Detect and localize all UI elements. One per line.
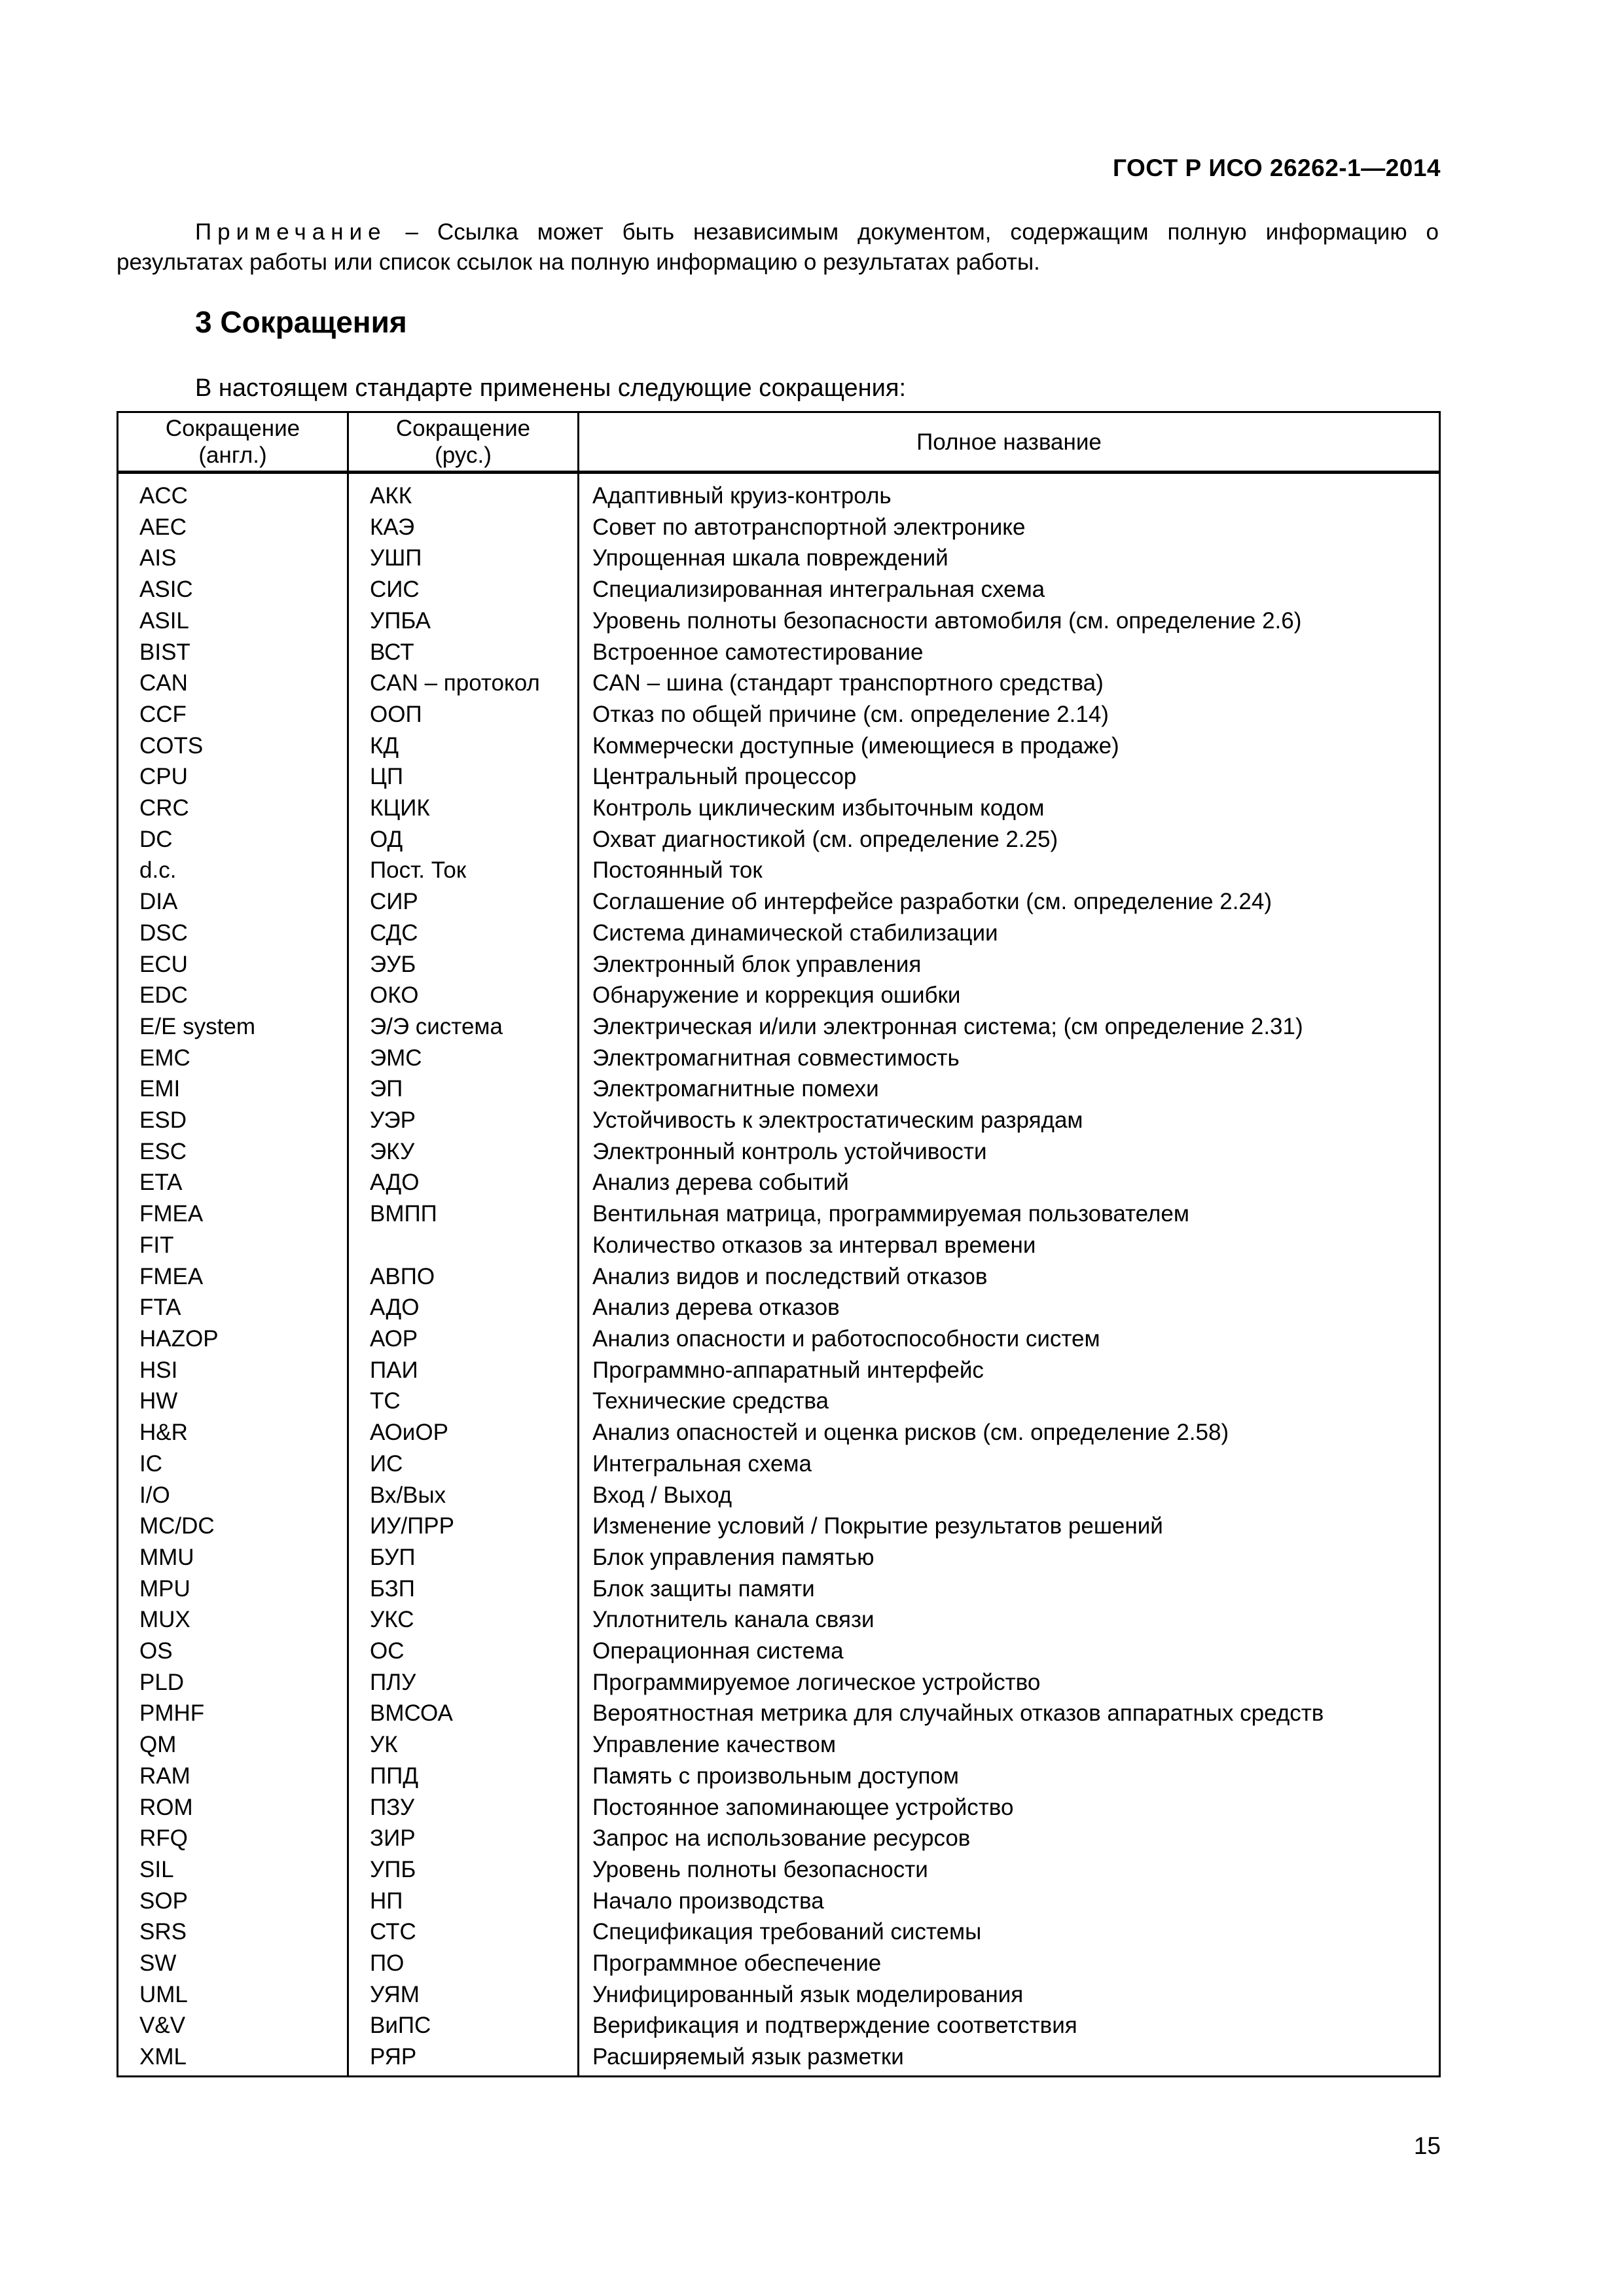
abbr-ru-cell: Э/Э система xyxy=(348,1011,579,1043)
abbr-ru-cell xyxy=(348,1230,579,1261)
abbr-en-cell: ROM xyxy=(118,1792,348,1823)
table-row xyxy=(118,1979,1440,2011)
table-row xyxy=(118,855,1440,886)
table-row xyxy=(118,824,1440,855)
abbr-ru-cell: СДС xyxy=(348,918,579,949)
abbr-ru-cell: СИС xyxy=(348,574,579,605)
full-name-cell: Коммерчески доступные (имеющиеся в продаже) xyxy=(579,730,1440,762)
full-name-cell: Технические средства xyxy=(579,1386,1440,1417)
header-full-name: Полное название xyxy=(579,412,1440,473)
table-row xyxy=(118,1386,1440,1417)
abbr-ru-cell: УК xyxy=(348,1729,579,1761)
table-row xyxy=(118,1792,1440,1823)
abbr-ru-cell: ЭУБ xyxy=(348,949,579,980)
full-name-cell: Электромагнитные помехи xyxy=(579,1073,1440,1105)
full-name-cell: Совет по автотранспортной электронике xyxy=(579,512,1440,543)
abbr-ru-cell: ПЛУ xyxy=(348,1667,579,1698)
full-name-cell: Электронный блок управления xyxy=(579,949,1440,980)
abbr-ru-cell: ВСТ xyxy=(348,637,579,668)
full-name-cell: Вход / Выход xyxy=(579,1480,1440,1511)
abbr-ru-cell: ВМПП xyxy=(348,1198,579,1230)
table-row xyxy=(118,574,1440,605)
table-header-row xyxy=(118,412,1440,473)
document-code-header: ГОСТ Р ИСО 26262-1—2014 xyxy=(1113,154,1441,181)
header-abbr-ru-line1: Сокращение xyxy=(395,416,531,441)
abbr-en-cell: HAZOP xyxy=(118,1323,348,1355)
abbr-ru-cell: ООП xyxy=(348,699,579,730)
note-text: – Ссылка может быть независимым документом, содержащим полную информацию о результатах работы или список ссылок на полную информацию о результатах работы. xyxy=(117,219,1439,275)
table-row xyxy=(118,918,1440,949)
full-name-cell: Изменение условий / Покрытие результатов решений xyxy=(579,1511,1440,1542)
abbr-ru-cell: РЯР xyxy=(348,2041,579,2076)
abbr-ru-cell: ОД xyxy=(348,824,579,855)
full-name-cell: Унифицированный язык моделирования xyxy=(579,1979,1440,2011)
abbr-ru-cell: БУП xyxy=(348,1542,579,1573)
abbr-en-cell: I/O xyxy=(118,1480,348,1511)
full-name-cell: Вероятностная метрика для случайных отказов аппаратных средств xyxy=(579,1698,1440,1729)
table-row xyxy=(118,1417,1440,1448)
abbr-ru-cell: ИУ/ПРР xyxy=(348,1511,579,1542)
abbr-en-cell: CAN xyxy=(118,668,348,699)
header-abbr-ru xyxy=(348,412,579,473)
abbr-ru-cell: БЗП xyxy=(348,1573,579,1605)
abbr-ru-cell: АДО xyxy=(348,1167,579,1198)
abbr-en-cell: MUX xyxy=(118,1604,348,1636)
full-name-cell: Программно-аппаратный интерфейс xyxy=(579,1355,1440,1386)
table-row xyxy=(118,1542,1440,1573)
table-row xyxy=(118,1886,1440,1917)
full-name-cell: Соглашение об интерфейсе разработки (см. определение 2.24) xyxy=(579,886,1440,918)
table-row xyxy=(118,886,1440,918)
abbreviations-table xyxy=(117,411,1441,2077)
table-row xyxy=(118,949,1440,980)
header-abbr-en-line2: (англ.) xyxy=(198,442,267,468)
header-abbr-en-line1: Сокращение xyxy=(165,416,300,441)
table-row xyxy=(118,1105,1440,1136)
full-name-cell: Количество отказов за интервал времени xyxy=(579,1230,1440,1261)
abbr-en-cell: AIS xyxy=(118,543,348,574)
abbr-en-cell: E/E system xyxy=(118,1011,348,1043)
table-row xyxy=(118,543,1440,574)
full-name-cell: Электромагнитная совместимость xyxy=(579,1043,1440,1074)
full-name-cell: Контроль циклическим избыточным кодом xyxy=(579,793,1440,824)
abbr-en-cell: RFQ xyxy=(118,1823,348,1854)
table-row xyxy=(118,1698,1440,1729)
table-row xyxy=(118,1073,1440,1105)
full-name-cell: CAN – шина (стандарт транспортного средства) xyxy=(579,668,1440,699)
abbr-en-cell: ESD xyxy=(118,1105,348,1136)
table-row xyxy=(118,730,1440,762)
full-name-cell: Постоянное запоминающее устройство xyxy=(579,1792,1440,1823)
abbr-ru-cell: УПБА xyxy=(348,605,579,637)
abbr-en-cell: SW xyxy=(118,1948,348,1979)
abbr-ru-cell: ЦП xyxy=(348,761,579,793)
abbr-ru-cell: ЭП xyxy=(348,1073,579,1105)
abbr-en-cell: MC/DC xyxy=(118,1511,348,1542)
abbr-en-cell: FIT xyxy=(118,1230,348,1261)
table-row xyxy=(118,668,1440,699)
full-name-cell: Уровень полноты безопасности xyxy=(579,1854,1440,1886)
abbr-ru-cell: НП xyxy=(348,1886,579,1917)
full-name-cell: Анализ опасности и работоспособности систем xyxy=(579,1323,1440,1355)
abbr-en-cell: COTS xyxy=(118,730,348,762)
table-row xyxy=(118,1292,1440,1323)
abbr-en-cell: SIL xyxy=(118,1854,348,1886)
table-row xyxy=(118,1823,1440,1854)
abbr-en-cell: UML xyxy=(118,1979,348,2011)
table-row xyxy=(118,1916,1440,1948)
abbr-en-cell: EMC xyxy=(118,1043,348,1074)
abbr-ru-cell: СТС xyxy=(348,1916,579,1948)
abbr-ru-cell: ВМСОА xyxy=(348,1698,579,1729)
full-name-cell: Упрощенная шкала повреждений xyxy=(579,543,1440,574)
table-row xyxy=(118,1167,1440,1198)
full-name-cell: Анализ дерева отказов xyxy=(579,1292,1440,1323)
table-row xyxy=(118,793,1440,824)
abbr-ru-cell: УПБ xyxy=(348,1854,579,1886)
table-row xyxy=(118,980,1440,1011)
full-name-cell: Операционная система xyxy=(579,1636,1440,1667)
table-body xyxy=(118,473,1440,2077)
abbr-en-cell: PMHF xyxy=(118,1698,348,1729)
abbr-ru-cell: АОР xyxy=(348,1323,579,1355)
table-row xyxy=(118,605,1440,637)
abbr-en-cell: MMU xyxy=(118,1542,348,1573)
abbr-en-cell: RAM xyxy=(118,1761,348,1792)
abbr-ru-cell: ОС xyxy=(348,1636,579,1667)
full-name-cell: Анализ опасностей и оценка рисков (см. определение 2.58) xyxy=(579,1417,1440,1448)
abbr-en-cell: CRC xyxy=(118,793,348,824)
abbr-ru-cell: ППД xyxy=(348,1761,579,1792)
abbr-ru-cell: Пост. Ток xyxy=(348,855,579,886)
note-label: Примечание xyxy=(195,219,387,245)
table-row xyxy=(118,1355,1440,1386)
table-row xyxy=(118,1667,1440,1698)
abbr-en-cell: DSC xyxy=(118,918,348,949)
table-row xyxy=(118,637,1440,668)
note-paragraph xyxy=(117,217,1439,278)
abbr-ru-cell: ЗИР xyxy=(348,1823,579,1854)
abbr-ru-cell: УЯМ xyxy=(348,1979,579,2011)
abbr-ru-cell: СИР xyxy=(348,886,579,918)
full-name-cell: Начало производства xyxy=(579,1886,1440,1917)
table-row xyxy=(118,2010,1440,2041)
table-row xyxy=(118,1198,1440,1230)
abbr-en-cell: HSI xyxy=(118,1355,348,1386)
full-name-cell: Постоянный ток xyxy=(579,855,1440,886)
abbr-ru-cell: КАЭ xyxy=(348,512,579,543)
table-row xyxy=(118,1261,1440,1293)
full-name-cell: Спецификация требований системы xyxy=(579,1916,1440,1948)
table-row xyxy=(118,1761,1440,1792)
full-name-cell: Верификация и подтверждение соответствия xyxy=(579,2010,1440,2041)
abbr-en-cell: HW xyxy=(118,1386,348,1417)
full-name-cell: Электрическая и/или электронная система; (см определение 2.31) xyxy=(579,1011,1440,1043)
abbr-en-cell: DC xyxy=(118,824,348,855)
table-row xyxy=(118,1136,1440,1168)
section-intro: В настоящем стандарте применены следующие сокращения: xyxy=(195,374,907,402)
table-row xyxy=(118,1573,1440,1605)
full-name-cell: Электронный контроль устойчивости xyxy=(579,1136,1440,1168)
full-name-cell: Расширяемый язык разметки xyxy=(579,2041,1440,2076)
abbr-en-cell: FTA xyxy=(118,1292,348,1323)
abbr-en-cell: H&R xyxy=(118,1417,348,1448)
abbr-en-cell: CPU xyxy=(118,761,348,793)
abbr-en-cell: ASIL xyxy=(118,605,348,637)
abbr-en-cell: SRS xyxy=(118,1916,348,1948)
full-name-cell: Управление качеством xyxy=(579,1729,1440,1761)
abbr-en-cell: DIA xyxy=(118,886,348,918)
abbr-en-cell: EMI xyxy=(118,1073,348,1105)
table-row xyxy=(118,1604,1440,1636)
abbr-ru-cell: УЭР xyxy=(348,1105,579,1136)
header-abbr-ru-line2: (рус.) xyxy=(435,442,492,468)
full-name-cell: Встроенное самотестирование xyxy=(579,637,1440,668)
full-name-cell: Охват диагностикой (см. определение 2.25) xyxy=(579,824,1440,855)
abbr-ru-cell: КД xyxy=(348,730,579,762)
abbr-en-cell: ESC xyxy=(118,1136,348,1168)
abbr-ru-cell: Вх/Вых xyxy=(348,1480,579,1511)
abbr-en-cell: OS xyxy=(118,1636,348,1667)
abbr-ru-cell: АКК xyxy=(348,473,579,512)
abbr-ru-cell: ВиПС xyxy=(348,2010,579,2041)
abbr-en-cell: EDC xyxy=(118,980,348,1011)
abbr-ru-cell: ПО xyxy=(348,1948,579,1979)
abbr-ru-cell: АВПО xyxy=(348,1261,579,1293)
abbr-ru-cell: УКС xyxy=(348,1604,579,1636)
abbr-en-cell: SOP xyxy=(118,1886,348,1917)
abbr-ru-cell: АОиОР xyxy=(348,1417,579,1448)
abbr-en-cell: ECU xyxy=(118,949,348,980)
header-abbr-en xyxy=(118,412,348,473)
table-row xyxy=(118,1854,1440,1886)
abbr-ru-cell: CAN – протокол xyxy=(348,668,579,699)
abbr-ru-cell: ЭКУ xyxy=(348,1136,579,1168)
abbr-ru-cell: ТС xyxy=(348,1386,579,1417)
full-name-cell: Программное обеспечение xyxy=(579,1948,1440,1979)
full-name-cell: Анализ видов и последствий отказов xyxy=(579,1261,1440,1293)
full-name-cell: Обнаружение и коррекция ошибки xyxy=(579,980,1440,1011)
full-name-cell: Блок управления памятью xyxy=(579,1542,1440,1573)
section-title: 3 Сокращения xyxy=(195,305,407,339)
abbr-en-cell: FMEA xyxy=(118,1261,348,1293)
table-row xyxy=(118,1480,1440,1511)
full-name-cell: Система динамической стабилизации xyxy=(579,918,1440,949)
abbr-en-cell: BIST xyxy=(118,637,348,668)
full-name-cell: Адаптивный круиз-контроль xyxy=(579,473,1440,512)
full-name-cell: Отказ по общей причине (см. определение 2.14) xyxy=(579,699,1440,730)
table-row xyxy=(118,1011,1440,1043)
abbr-en-cell: IC xyxy=(118,1448,348,1480)
table-row xyxy=(118,512,1440,543)
abbr-ru-cell: УШП xyxy=(348,543,579,574)
full-name-cell: Специализированная интегральная схема xyxy=(579,574,1440,605)
full-name-cell: Уровень полноты безопасности автомобиля (см. определение 2.6) xyxy=(579,605,1440,637)
full-name-cell: Запрос на использование ресурсов xyxy=(579,1823,1440,1854)
abbr-en-cell: ASIC xyxy=(118,574,348,605)
table-row xyxy=(118,1636,1440,1667)
abbr-ru-cell: АДО xyxy=(348,1292,579,1323)
abbr-en-cell: ACC xyxy=(118,473,348,512)
abbr-ru-cell: КЦИК xyxy=(348,793,579,824)
full-name-cell: Блок защиты памяти xyxy=(579,1573,1440,1605)
abbr-en-cell: AEC xyxy=(118,512,348,543)
abbr-ru-cell: ИС xyxy=(348,1448,579,1480)
full-name-cell: Вентильная матрица, программируемая пользователем xyxy=(579,1198,1440,1230)
full-name-cell: Интегральная схема xyxy=(579,1448,1440,1480)
full-name-cell: Устойчивость к электростатическим разрядам xyxy=(579,1105,1440,1136)
table-row xyxy=(118,1230,1440,1261)
abbr-en-cell: XML xyxy=(118,2041,348,2076)
abbr-en-cell: d.c. xyxy=(118,855,348,886)
abbr-en-cell: CCF xyxy=(118,699,348,730)
abbr-en-cell: QM xyxy=(118,1729,348,1761)
abbr-ru-cell: ЭМС xyxy=(348,1043,579,1074)
table-row xyxy=(118,699,1440,730)
full-name-cell: Память с произвольным доступом xyxy=(579,1761,1440,1792)
table-row xyxy=(118,1729,1440,1761)
full-name-cell: Программируемое логическое устройство xyxy=(579,1667,1440,1698)
abbr-en-cell: ETA xyxy=(118,1167,348,1198)
table-row xyxy=(118,1448,1440,1480)
abbr-en-cell: V&V xyxy=(118,2010,348,2041)
table-row xyxy=(118,1323,1440,1355)
abbr-ru-cell: ПАИ xyxy=(348,1355,579,1386)
abbr-en-cell: FMEA xyxy=(118,1198,348,1230)
table-row xyxy=(118,761,1440,793)
abbr-en-cell: MPU xyxy=(118,1573,348,1605)
table-row xyxy=(118,1043,1440,1074)
table-row xyxy=(118,1948,1440,1979)
full-name-cell: Центральный процессор xyxy=(579,761,1440,793)
abbr-ru-cell: ОКО xyxy=(348,980,579,1011)
full-name-cell: Уплотнитель канала связи xyxy=(579,1604,1440,1636)
abbr-en-cell: PLD xyxy=(118,1667,348,1698)
full-name-cell: Анализ дерева событий xyxy=(579,1167,1440,1198)
page-number: 15 xyxy=(1413,2132,1441,2159)
abbr-ru-cell: ПЗУ xyxy=(348,1792,579,1823)
table-row xyxy=(118,473,1440,512)
table-row xyxy=(118,2041,1440,2076)
table-row xyxy=(118,1511,1440,1542)
